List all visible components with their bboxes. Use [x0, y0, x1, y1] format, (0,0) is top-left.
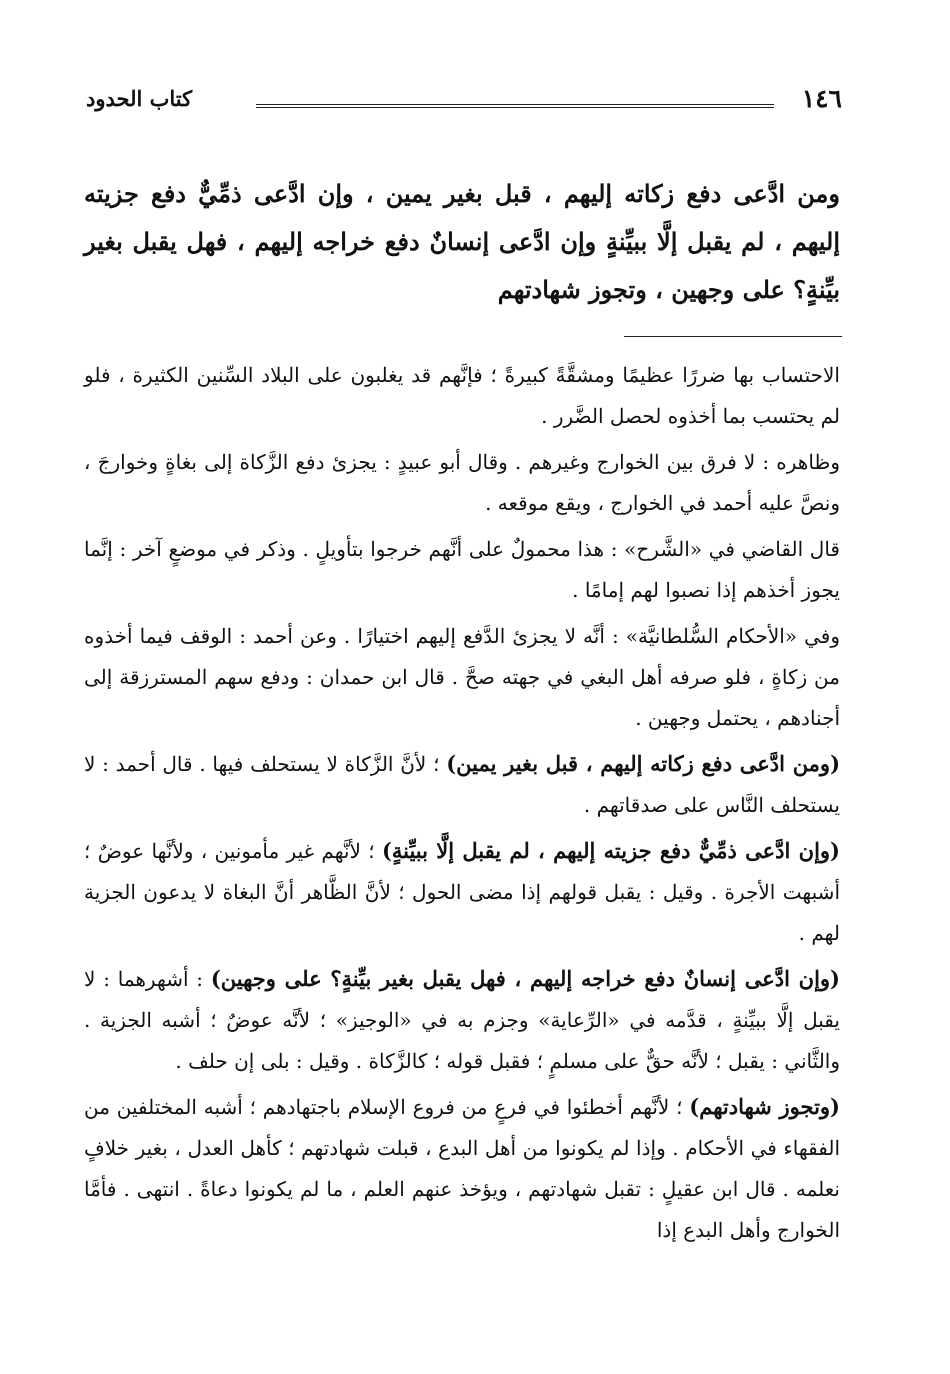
sharh-quote: (ومن ادَّعى دفع زكاته إليهم ، قبل بغير يمين) — [446, 751, 841, 776]
sharh-paragraph — [84, 958, 840, 1082]
sharh-quote: (وإن ادَّعى ذمِّيٌّ دفع جزيته إليهم ، لم يقبل إلَّا ببيِّنةٍ) — [381, 838, 840, 863]
matn-text: ومن ادَّعى دفع زكاته إليهم ، قبل بغير يمين ، وإن ادَّعى ذمِّيٌّ دفع جزيته إليهم ، لم يقبل إلَّا ببيِّنةٍ وإن ادَّعى إنسانٌ دفع خراجه إليهم ، فهل يقبل بغير بيِّنةٍ؟ على وجهين ، وتجوز شهادتهم — [84, 179, 840, 304]
page-header — [86, 84, 842, 124]
sharh-body: : أشهرهما : لا يقبل إلَّا ببيِّنةٍ ، قدَّمه في «الرِّعاية» وجزم به في «الوجيز» ؛ لأنَّه عوضٌ ؛ أشبه الجزية . والثَّاني : يقبل ؛ لأنَّه حقٌّ على مسلمٍ ؛ فقبل قوله ؛ كالزَّكاة . وقيل : بلى إن حلف . — [84, 967, 840, 1073]
sharh-paragraph — [84, 615, 840, 739]
sharh-body: الاحتساب بها ضررًا عظيمًا ومشقَّةً كبيرةً ؛ فإنَّهم قد يغلبون على البلاد السِّنين الكثيرة ، فلو لم يحتسب بما أخذوه لحصل الضَّرر . — [84, 363, 840, 428]
sharh-body: ؛ لأنَّهم أخطئوا في فرعٍ من فروع الإسلام باجتهادهم ؛ أشبه المختلفين من الفقهاء في الأحكام . وإذا لم يكونوا من أهل البدع ، قبلت شهادتهم ؛ كأهل العدل ، بغير خلافٍ نعلمه . قال ابن عقيلٍ : تقبل شهادتهم ، ويؤخذ عنهم العلم ، ما لم يكونوا دعاةً . انتهى . فأمَّا الخوارج وأهل البدع إذا — [84, 1095, 840, 1242]
sharh-body: وظاهره : لا فرق بين الخوارج وغيرهم . وقال أبو عبيدٍ : يجزئ دفع الزَّكاة إلى بغاةٍ وخوارجَ ، ونصَّ عليه أحمد في الخوارج ، ويقع موقعه . — [84, 450, 840, 515]
sharh-paragraph — [84, 441, 840, 524]
book-title: كتاب الحدود — [86, 86, 193, 111]
sharh-body: قال القاضي في «الشَّرح» : هذا محمولٌ على أنَّهم خرجوا بتأويلٍ . وذكر في موضعٍ آخر : إنَّما يجوز أخذهم إذا نصبوا لهم إمامًا . — [84, 537, 840, 602]
sharh-body: ؛ لأنَّهم غير مأمونين ، ولأنَّها عوضٌ ؛ أشبهت الأجرة . وقيل : يقبل قولهم إذا مضى الحول ؛ لأنَّ الظَّاهر أنَّ البغاة لا يدعون الجزية لهم . — [84, 839, 840, 945]
sharh-paragraph — [84, 528, 840, 611]
sharh-paragraph — [84, 830, 840, 954]
sharh-body: وفي «الأحكام السُّلطانيَّة» : أنَّه لا يجزئ الدَّفع إليهم اختيارًا . وعن أحمد : الوقف فيما أخذوه من زكاةٍ ، فلو صرفه أهل البغي في جهته صحَّ . قال ابن حمدان : ودفع سهم المسترزقة إلى أجنادهم ، يحتمل وجهين . — [84, 624, 840, 730]
sharh-body: ؛ لأنَّ الزَّكاة لا يستحلف فيها . قال أحمد : لا يستحلف النَّاس على صدقاتهم . — [84, 752, 840, 817]
sharh-paragraph — [84, 354, 840, 437]
sharh-commentary — [84, 354, 840, 1255]
header-rule — [256, 104, 774, 108]
sharh-paragraph — [84, 1086, 840, 1251]
sharh-paragraph — [84, 743, 840, 826]
sharh-quote: (وإن ادَّعى إنسانٌ دفع خراجه إليهم ، فهل يقبل بغير بيِّنةٍ؟ على وجهين) — [210, 966, 840, 991]
sharh-quote: (وتجوز شهادتهم) — [689, 1094, 840, 1119]
page-number: ١٤٦ — [801, 84, 842, 113]
footnote-divider — [624, 336, 842, 337]
